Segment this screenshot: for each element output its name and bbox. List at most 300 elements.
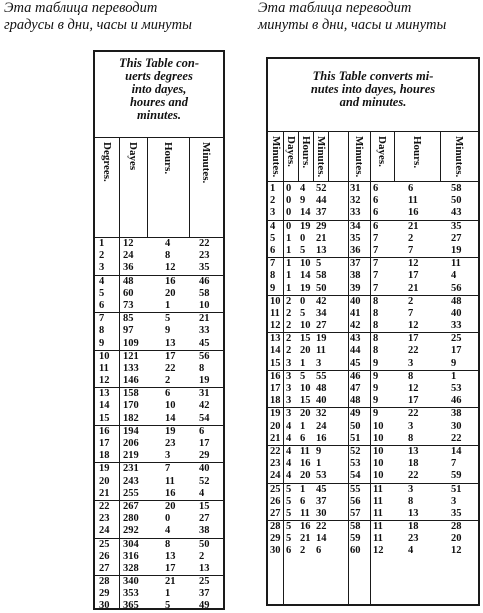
table-row bbox=[268, 508, 478, 521]
table-cell: 53 bbox=[451, 383, 462, 394]
table-cell: 12 bbox=[408, 320, 419, 332]
table-cell: 32 bbox=[316, 408, 327, 420]
table-cell: 13 bbox=[199, 562, 210, 574]
table-cell: 1 bbox=[165, 588, 171, 600]
table-cell: 14 bbox=[99, 400, 110, 412]
table-cell: 19 bbox=[270, 408, 281, 420]
table-cell: 58 bbox=[199, 287, 210, 299]
caption-right bbox=[258, 0, 446, 34]
table-cell: 22 bbox=[451, 432, 462, 444]
table-cell: 17 bbox=[165, 350, 176, 362]
table-cell: 5 bbox=[286, 507, 292, 519]
table-row bbox=[268, 320, 478, 333]
table-row bbox=[268, 221, 478, 233]
table-cell: 44 bbox=[316, 195, 327, 207]
table-cell: 243 bbox=[123, 475, 139, 487]
table-cell: 20 bbox=[99, 475, 110, 487]
table-cell: 10 bbox=[300, 258, 311, 270]
table-cell: 6 bbox=[286, 545, 292, 557]
table-cell: 109 bbox=[123, 337, 139, 349]
table-cell: 25 bbox=[199, 576, 210, 588]
degrees-table-title-line: This Table con- bbox=[118, 56, 200, 70]
table-cell: 22 bbox=[408, 345, 419, 357]
table-cell: 46 bbox=[350, 370, 361, 382]
table-row bbox=[95, 539, 223, 551]
table-cell: 20 bbox=[300, 470, 311, 482]
table-cell: 7 bbox=[373, 258, 379, 270]
header-minutes: Minutes. bbox=[269, 136, 282, 178]
table-cell: 5 bbox=[286, 533, 292, 545]
table-row bbox=[268, 521, 478, 533]
table-cell: 37 bbox=[350, 258, 361, 270]
table-cell: 46 bbox=[199, 275, 210, 287]
header-hours: Hours. bbox=[299, 136, 312, 169]
table-cell: 23 bbox=[165, 438, 176, 449]
table-cell: 21 bbox=[99, 487, 110, 499]
table-cell: 10 bbox=[373, 445, 384, 457]
header-minutes: Minutes. bbox=[200, 142, 212, 184]
table-cell: 85 bbox=[123, 313, 134, 325]
table-cell: 10 bbox=[99, 350, 110, 362]
table-cell: 28 bbox=[451, 521, 462, 533]
table-cell: 16 bbox=[316, 432, 327, 444]
table-row bbox=[95, 338, 223, 351]
table-cell: 22 bbox=[99, 500, 110, 512]
table-cell: 6 bbox=[316, 545, 322, 557]
table-row bbox=[95, 288, 223, 300]
table-cell: 17 bbox=[408, 270, 419, 282]
table-cell: 97 bbox=[123, 325, 134, 337]
table-cell: 36 bbox=[350, 244, 361, 256]
table-row bbox=[95, 501, 223, 513]
table-cell: 13 bbox=[408, 445, 419, 457]
table-cell: 49 bbox=[350, 408, 361, 420]
table-cell: 52 bbox=[316, 183, 327, 194]
minutes-table-body bbox=[268, 183, 478, 558]
table-cell: 24 bbox=[123, 250, 134, 262]
table-row bbox=[268, 207, 478, 220]
table-cell: 3 bbox=[316, 357, 322, 369]
table-cell: 27 bbox=[99, 562, 110, 574]
table-cell: 7 bbox=[373, 270, 379, 282]
table-cell: 13 bbox=[165, 337, 176, 349]
table-cell: 8 bbox=[408, 432, 414, 444]
table-cell: 30 bbox=[451, 420, 462, 432]
table-cell: 40 bbox=[199, 463, 210, 475]
table-cell: 38 bbox=[350, 270, 361, 282]
table-cell: 4 bbox=[286, 458, 292, 470]
table-cell: 2 bbox=[408, 232, 414, 244]
table-cell: 4 bbox=[286, 445, 292, 457]
table-row bbox=[268, 484, 478, 496]
table-cell: 7 bbox=[408, 244, 414, 256]
table-cell: 5 bbox=[300, 244, 306, 256]
table-cell: 17 bbox=[199, 438, 210, 449]
table-cell: 2 bbox=[286, 333, 292, 345]
table-cell: 37 bbox=[316, 495, 327, 507]
table-cell: 17 bbox=[165, 562, 176, 574]
table-cell: 11 bbox=[373, 533, 383, 545]
table-cell: 16 bbox=[99, 425, 110, 437]
table-cell: 8 bbox=[165, 538, 171, 550]
table-cell: 23 bbox=[99, 513, 110, 525]
table-row bbox=[95, 488, 223, 501]
header-minutes: Minutes. bbox=[353, 136, 365, 178]
table-cell: 3 bbox=[286, 370, 292, 382]
table-cell: 12 bbox=[165, 262, 176, 274]
table-cell: 16 bbox=[165, 275, 176, 287]
table-cell: 10 bbox=[373, 432, 384, 444]
minutes-table-title-line: and minutes. bbox=[339, 95, 407, 109]
table-cell: 219 bbox=[123, 450, 139, 462]
table-cell: 48 bbox=[451, 295, 462, 307]
table-cell: 2 bbox=[199, 550, 205, 562]
table-cell: 16 bbox=[408, 207, 419, 219]
table-cell: 11 bbox=[373, 507, 383, 519]
table-cell: 9 bbox=[300, 195, 306, 207]
table-cell: 15 bbox=[300, 333, 311, 345]
table-row bbox=[95, 438, 223, 450]
degrees-table-body bbox=[95, 238, 223, 613]
table-cell: 14 bbox=[300, 207, 311, 219]
table-cell: 50 bbox=[350, 420, 361, 432]
table-cell: 365 bbox=[123, 600, 139, 612]
table-cell: 13 bbox=[316, 244, 327, 256]
table-cell: 48 bbox=[123, 275, 134, 287]
table-row bbox=[95, 563, 223, 576]
table-cell: 33 bbox=[199, 325, 210, 337]
table-cell: 21 bbox=[408, 220, 419, 232]
table-cell: 16 bbox=[300, 458, 311, 470]
table-cell: 170 bbox=[123, 400, 139, 412]
table-cell: 41 bbox=[350, 307, 361, 319]
degrees-table-title bbox=[99, 57, 219, 122]
table-cell: 19 bbox=[300, 282, 311, 294]
table-row bbox=[268, 358, 478, 371]
table-row bbox=[268, 433, 478, 446]
table-cell: 18 bbox=[270, 395, 281, 407]
table-cell: 12 bbox=[123, 238, 134, 249]
table-cell: 50 bbox=[199, 538, 210, 550]
table-cell: 34 bbox=[316, 307, 327, 319]
table-cell: 133 bbox=[123, 362, 139, 374]
minutes-table-title-line: This Table converts mi- bbox=[312, 69, 434, 83]
table-cell: 23 bbox=[270, 458, 281, 470]
table-cell: 9 bbox=[165, 325, 171, 337]
table-cell: 23 bbox=[199, 250, 210, 262]
table-cell: 4 bbox=[286, 432, 292, 444]
table-cell: 36 bbox=[123, 262, 134, 274]
table-cell: 56 bbox=[350, 495, 361, 507]
table-cell: 18 bbox=[99, 450, 110, 462]
table-cell: 2 bbox=[165, 375, 171, 387]
table-cell: 20 bbox=[270, 420, 281, 432]
table-cell: 13 bbox=[270, 333, 281, 345]
table-cell: 7 bbox=[373, 232, 379, 244]
table-cell: 4 bbox=[451, 270, 457, 282]
table-cell: 9 bbox=[373, 395, 379, 407]
table-cell: 21 bbox=[199, 313, 210, 325]
table-row bbox=[95, 450, 223, 463]
table-cell: 14 bbox=[300, 270, 311, 282]
table-row bbox=[95, 388, 223, 400]
table-cell: 24 bbox=[316, 420, 327, 432]
table-cell: 9 bbox=[99, 337, 105, 349]
table-cell: 0 bbox=[286, 183, 292, 194]
table-cell: 1 bbox=[316, 458, 322, 470]
table-cell: 35 bbox=[451, 220, 462, 232]
table-row bbox=[95, 463, 223, 475]
table-row bbox=[95, 276, 223, 288]
table-cell: 20 bbox=[451, 533, 462, 545]
table-cell: 11 bbox=[300, 507, 310, 519]
table-cell: 40 bbox=[350, 295, 361, 307]
table-cell: 2 bbox=[99, 250, 105, 262]
table-cell: 12 bbox=[408, 258, 419, 270]
table-cell: 3 bbox=[408, 420, 414, 432]
table-cell: 58 bbox=[316, 270, 327, 282]
table-cell: 17 bbox=[99, 438, 110, 449]
table-cell: 8 bbox=[99, 325, 105, 337]
header-minutes: Minutes. bbox=[314, 136, 327, 178]
table-cell: 27 bbox=[199, 513, 210, 525]
table-cell: 18 bbox=[408, 521, 419, 533]
table-cell: 0 bbox=[286, 207, 292, 219]
table-cell: 2 bbox=[286, 307, 292, 319]
table-cell: 3 bbox=[165, 450, 171, 462]
table-row bbox=[95, 426, 223, 438]
table-cell: 52 bbox=[199, 475, 210, 487]
table-cell: 3 bbox=[286, 408, 292, 420]
table-cell: 10 bbox=[373, 458, 384, 470]
table-cell: 13 bbox=[165, 550, 176, 562]
table-cell: 28 bbox=[99, 576, 110, 588]
table-cell: 0 bbox=[300, 232, 306, 244]
table-cell: 30 bbox=[270, 545, 281, 557]
table-cell: 52 bbox=[350, 445, 361, 457]
table-cell: 4 bbox=[165, 525, 171, 537]
table-cell: 29 bbox=[316, 220, 327, 232]
table-cell: 21 bbox=[300, 533, 311, 545]
table-cell: 35 bbox=[451, 507, 462, 519]
table-cell: 7 bbox=[373, 282, 379, 294]
table-cell: 6 bbox=[165, 388, 171, 400]
table-cell: 48 bbox=[316, 383, 327, 394]
table-cell: 20 bbox=[165, 287, 176, 299]
table-cell: 60 bbox=[123, 287, 134, 299]
table-cell: 60 bbox=[350, 545, 361, 557]
table-cell: 11 bbox=[451, 258, 461, 270]
table-cell: 17 bbox=[408, 395, 419, 407]
table-row bbox=[268, 183, 478, 195]
table-cell: 9 bbox=[373, 370, 379, 382]
table-cell: 20 bbox=[300, 408, 311, 420]
table-cell: 50 bbox=[451, 195, 462, 207]
table-row bbox=[268, 245, 478, 258]
table-cell: 1 bbox=[300, 420, 306, 432]
table-cell: 304 bbox=[123, 538, 139, 550]
minutes-table-title-line: nutes into dayes, houres bbox=[310, 82, 436, 96]
table-cell: 45 bbox=[199, 337, 210, 349]
table-row bbox=[95, 250, 223, 262]
table-row bbox=[95, 476, 223, 488]
table-cell: 9 bbox=[316, 445, 322, 457]
table-row bbox=[268, 533, 478, 545]
table-cell: 267 bbox=[123, 500, 139, 512]
table-cell: 2 bbox=[408, 295, 414, 307]
table-cell: 10 bbox=[300, 320, 311, 332]
degrees-table-title-line: uerts degrees bbox=[125, 69, 193, 83]
table-cell: 3 bbox=[286, 357, 292, 369]
table-cell: 11 bbox=[270, 307, 280, 319]
table-cell: 2 bbox=[286, 345, 292, 357]
table-row bbox=[268, 258, 478, 270]
table-cell: 11 bbox=[373, 521, 383, 533]
table-cell: 58 bbox=[350, 521, 361, 533]
table-cell: 292 bbox=[123, 525, 139, 537]
table-cell: 5 bbox=[165, 600, 171, 612]
table-row bbox=[268, 270, 478, 282]
table-cell: 27 bbox=[451, 232, 462, 244]
table-cell: 121 bbox=[123, 350, 139, 362]
table-cell: 1 bbox=[451, 370, 457, 382]
table-cell: 4 bbox=[286, 470, 292, 482]
table-cell: 16 bbox=[300, 521, 311, 533]
table-cell: 40 bbox=[451, 307, 462, 319]
degrees-table-title-line: into dayes, bbox=[131, 82, 187, 96]
table-cell: 19 bbox=[316, 333, 327, 345]
table-cell: 8 bbox=[199, 362, 205, 374]
table-row bbox=[95, 300, 223, 313]
table-cell: 21 bbox=[270, 432, 281, 444]
table-cell: 73 bbox=[123, 299, 134, 311]
minutes-table-title bbox=[272, 70, 474, 109]
table-cell: 51 bbox=[350, 432, 361, 444]
column-divider bbox=[313, 131, 314, 181]
table-cell: 15 bbox=[300, 395, 311, 407]
table-cell: 5 bbox=[316, 258, 322, 270]
table-row bbox=[95, 525, 223, 538]
table-cell: 11 bbox=[300, 445, 310, 457]
table-cell: 12 bbox=[373, 545, 384, 557]
table-cell: 4 bbox=[165, 238, 171, 249]
table-cell: 55 bbox=[350, 483, 361, 495]
table-cell: 8 bbox=[165, 250, 171, 262]
table-cell: 25 bbox=[451, 333, 462, 345]
table-cell: 5 bbox=[286, 495, 292, 507]
table-cell: 10 bbox=[373, 470, 384, 482]
table-cell: 0 bbox=[286, 220, 292, 232]
header-degrees: Degrees. bbox=[101, 142, 113, 182]
table-row bbox=[95, 576, 223, 588]
header-minutes: Minutes. bbox=[453, 136, 465, 178]
table-cell: 13 bbox=[408, 507, 419, 519]
table-cell: 27 bbox=[316, 320, 327, 332]
table-cell: 50 bbox=[316, 282, 327, 294]
table-cell: 8 bbox=[373, 295, 379, 307]
table-cell: 29 bbox=[270, 533, 281, 545]
table-cell: 1 bbox=[300, 483, 306, 495]
table-cell: 1 bbox=[286, 244, 292, 256]
table-cell: 10 bbox=[300, 383, 311, 394]
table-cell: 23 bbox=[408, 533, 419, 545]
table-cell: 27 bbox=[270, 507, 281, 519]
table-cell: 45 bbox=[350, 357, 361, 369]
table-cell: 2 bbox=[286, 320, 292, 332]
caption-left-line1: Эта таблица переводит bbox=[4, 0, 158, 16]
table-cell: 33 bbox=[451, 320, 462, 332]
table-cell: 37 bbox=[316, 207, 327, 219]
table-row bbox=[268, 383, 478, 395]
table-cell: 10 bbox=[199, 299, 210, 311]
table-cell: 3 bbox=[451, 495, 457, 507]
table-cell: 22 bbox=[316, 521, 327, 533]
table-cell: 38 bbox=[199, 525, 210, 537]
table-cell: 2 bbox=[300, 545, 306, 557]
table-row bbox=[268, 421, 478, 433]
table-cell: 4 bbox=[270, 220, 276, 232]
table-cell: 146 bbox=[123, 375, 139, 387]
table-cell: 43 bbox=[451, 207, 462, 219]
table-cell: 353 bbox=[123, 588, 139, 600]
table-cell: 22 bbox=[408, 470, 419, 482]
table-cell: 20 bbox=[300, 345, 311, 357]
table-cell: 56 bbox=[199, 350, 210, 362]
table-cell: 55 bbox=[316, 370, 327, 382]
table-cell: 11 bbox=[99, 362, 109, 374]
table-cell: 6 bbox=[373, 195, 379, 207]
table-cell: 25 bbox=[270, 483, 281, 495]
table-cell: 0 bbox=[286, 195, 292, 207]
table-row bbox=[268, 371, 478, 383]
table-row bbox=[268, 496, 478, 508]
table-cell: 11 bbox=[165, 475, 175, 487]
table-cell: 3 bbox=[286, 383, 292, 394]
table-row bbox=[268, 408, 478, 420]
table-cell: 9 bbox=[373, 383, 379, 394]
table-cell: 11 bbox=[408, 195, 418, 207]
table-row bbox=[268, 470, 478, 483]
table-cell: 28 bbox=[270, 521, 281, 533]
table-cell: 8 bbox=[373, 320, 379, 332]
table-cell: 19 bbox=[300, 220, 311, 232]
table-cell: 6 bbox=[99, 299, 105, 311]
degrees-table bbox=[93, 50, 225, 610]
table-cell: 6 bbox=[408, 183, 414, 194]
table-cell: 14 bbox=[165, 412, 176, 424]
table-cell: 54 bbox=[350, 470, 361, 482]
table-cell: 5 bbox=[165, 313, 171, 325]
table-row bbox=[95, 325, 223, 337]
table-cell: 57 bbox=[350, 507, 361, 519]
table-cell: 9 bbox=[451, 357, 457, 369]
table-cell: 5 bbox=[270, 232, 276, 244]
table-row bbox=[95, 238, 223, 250]
table-cell: 10 bbox=[270, 295, 281, 307]
table-cell: 4 bbox=[300, 183, 306, 194]
table-cell: 3 bbox=[408, 357, 414, 369]
table-row bbox=[95, 413, 223, 426]
table-cell: 22 bbox=[408, 408, 419, 420]
table-cell: 8 bbox=[270, 270, 276, 282]
table-cell: 0 bbox=[300, 295, 306, 307]
table-cell: 6 bbox=[373, 220, 379, 232]
table-cell: 8 bbox=[408, 370, 414, 382]
table-cell: 58 bbox=[451, 183, 462, 194]
table-cell: 1 bbox=[286, 232, 292, 244]
table-cell: 24 bbox=[270, 470, 281, 482]
table-cell: 3 bbox=[270, 207, 276, 219]
